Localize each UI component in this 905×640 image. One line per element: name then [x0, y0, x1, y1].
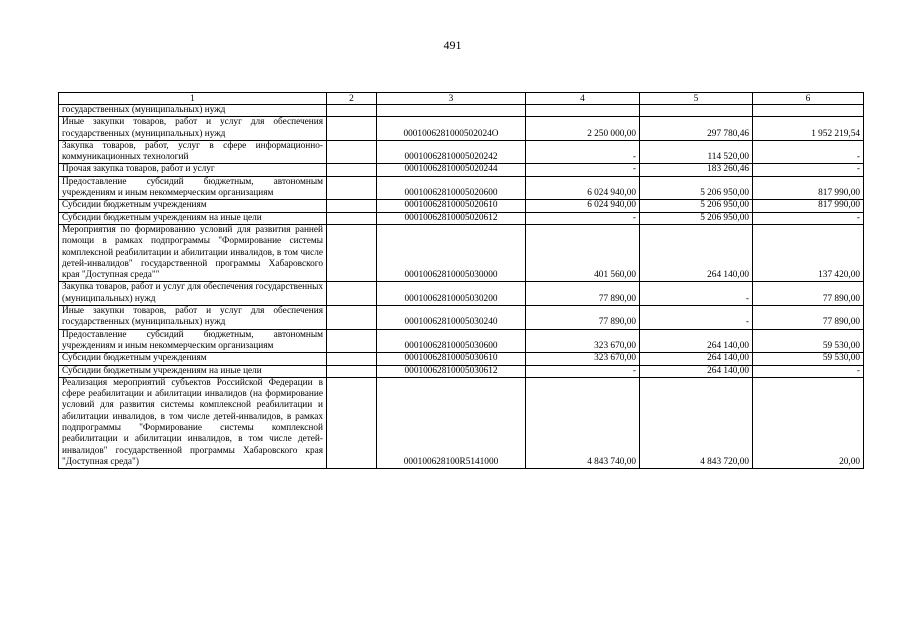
row-name-cell: Мероприятия по формированию условий для развития ранней помощи в рамках подпрограммы "Формирование системы комплексной реабилитации и абилитации инвалидов, в том числе детей-инвалидов" государственной программы Хабаровского края "Доступная среда""	[59, 224, 327, 281]
row-amount-fact-cell: 183 260,46	[640, 164, 753, 176]
table-row	[59, 105, 864, 117]
row-amount-plan-cell: -	[526, 164, 640, 176]
table-row	[59, 212, 864, 224]
row-code-cell: 00010062810005020244	[377, 164, 526, 176]
row-amount-plan-cell: 323 670,00	[526, 329, 640, 353]
row-amount-fact-cell: 4 843 720,00	[640, 377, 753, 468]
row-amount-plan-cell	[526, 105, 640, 117]
page-number: 491	[443, 38, 462, 52]
row-name-cell: Субсидии бюджетным учреждениям на иные цели	[59, 365, 327, 377]
row-amount-fact-cell: 114 520,00	[640, 140, 753, 164]
row-code-cell: 0001006281000502024О	[377, 117, 526, 141]
column-header: 6	[753, 93, 864, 105]
row-amount-rest-cell: 817 990,00	[753, 200, 864, 212]
row-name-cell: Предоставление субсидий бюджетным, автономным учреждениям и иным некоммерческим организациям	[59, 329, 327, 353]
row-code-cell: 000100628100R5141000	[377, 377, 526, 468]
table-row	[59, 200, 864, 212]
row-amount-rest-cell: 137 420,00	[753, 224, 864, 281]
row-code-cell: 00010062810005020242	[377, 140, 526, 164]
table-row	[59, 224, 864, 281]
row-name-cell: Закупка товаров, работ, услуг в сфере информационно-коммуникационных технологий	[59, 140, 327, 164]
row-name-cell: Субсидии бюджетным учреждениям на иные цели	[59, 212, 327, 224]
row-name-cell: государственных (муниципальных) нужд	[59, 105, 327, 117]
budget-table	[58, 92, 864, 469]
table-row	[59, 365, 864, 377]
row-code-cell: 00010062810005030612	[377, 365, 526, 377]
table-row	[59, 329, 864, 353]
row-amount-rest-cell: 817 990,00	[753, 176, 864, 200]
row-col2-cell	[327, 365, 377, 377]
row-amount-plan-cell: 323 670,00	[526, 353, 640, 365]
row-code-cell: 00010062810005030600	[377, 329, 526, 353]
row-amount-plan-cell: -	[526, 365, 640, 377]
row-col2-cell	[327, 353, 377, 365]
row-col2-cell	[327, 105, 377, 117]
row-code-cell: 00010062810005030610	[377, 353, 526, 365]
row-name-cell: Иные закупки товаров, работ и услуг для обеспечения государственных (муниципальных) нужд	[59, 117, 327, 141]
row-col2-cell	[327, 164, 377, 176]
table-row	[59, 306, 864, 330]
row-amount-plan-cell: -	[526, 212, 640, 224]
row-code-cell: 00010062810005020612	[377, 212, 526, 224]
row-amount-fact-cell: 5 206 950,00	[640, 212, 753, 224]
row-amount-rest-cell	[753, 105, 864, 117]
column-header-row	[59, 93, 864, 105]
row-amount-plan-cell: 401 560,00	[526, 224, 640, 281]
row-amount-fact-cell: -	[640, 306, 753, 330]
table-row	[59, 117, 864, 141]
row-col2-cell	[327, 224, 377, 281]
column-header: 5	[640, 93, 753, 105]
row-col2-cell	[327, 176, 377, 200]
row-col2-cell	[327, 117, 377, 141]
row-code-cell: 00010062810005020600	[377, 176, 526, 200]
row-amount-rest-cell: 59 530,00	[753, 329, 864, 353]
row-amount-rest-cell: -	[753, 212, 864, 224]
row-code-cell: 00010062810005020610	[377, 200, 526, 212]
row-name-cell: Иные закупки товаров, работ и услуг для обеспечения государственных (муниципальных) нужд	[59, 306, 327, 330]
row-amount-rest-cell: -	[753, 140, 864, 164]
row-col2-cell	[327, 377, 377, 468]
row-col2-cell	[327, 140, 377, 164]
row-name-cell: Закупка товаров, работ и услуг для обеспечения государственных (муниципальных) нужд	[59, 282, 327, 306]
row-col2-cell	[327, 306, 377, 330]
row-code-cell: 00010062810005030200	[377, 282, 526, 306]
row-amount-fact-cell	[640, 105, 753, 117]
column-header: 3	[377, 93, 526, 105]
row-name-cell: Предоставление субсидий бюджетным, автономным учреждениям и иным некоммерческим организациям	[59, 176, 327, 200]
row-amount-fact-cell: 297 780,46	[640, 117, 753, 141]
row-amount-rest-cell: 77 890,00	[753, 306, 864, 330]
column-header: 1	[59, 93, 327, 105]
row-amount-fact-cell: 264 140,00	[640, 224, 753, 281]
column-header: 4	[526, 93, 640, 105]
row-name-cell: Реализация мероприятий субъектов Российской Федерации в сфере реабилитации и абилитации инвалидов (на формирование условий для развития системы комплексной реабилитации и абилитации инвалидов, в том числе детей-инвалидов, в рамках подпрограммы "Формирование системы комплексной реабилитации и абилитации инвалидов, в том числе детей-инвалидов" государственной программы Хабаровского края "Доступная среда")	[59, 377, 327, 468]
row-code-cell	[377, 105, 526, 117]
row-amount-plan-cell: 77 890,00	[526, 306, 640, 330]
row-name-cell: Субсидии бюджетным учреждениям	[59, 353, 327, 365]
row-amount-rest-cell: 1 952 219,54	[753, 117, 864, 141]
row-amount-plan-cell: 6 024 940,00	[526, 176, 640, 200]
row-amount-plan-cell: -	[526, 140, 640, 164]
row-amount-fact-cell: 5 206 950,00	[640, 200, 753, 212]
table-row	[59, 282, 864, 306]
row-amount-fact-cell: 264 140,00	[640, 353, 753, 365]
row-col2-cell	[327, 329, 377, 353]
table-row	[59, 140, 864, 164]
row-amount-plan-cell: 77 890,00	[526, 282, 640, 306]
row-amount-plan-cell: 6 024 940,00	[526, 200, 640, 212]
row-name-cell: Прочая закупка товаров, работ и услуг	[59, 164, 327, 176]
table-row	[59, 176, 864, 200]
row-col2-cell	[327, 282, 377, 306]
row-code-cell: 00010062810005030000	[377, 224, 526, 281]
table-row	[59, 377, 864, 468]
row-amount-rest-cell: 59 530,00	[753, 353, 864, 365]
table-row	[59, 164, 864, 176]
column-header: 2	[327, 93, 377, 105]
row-amount-rest-cell: 20,00	[753, 377, 864, 468]
table-row	[59, 353, 864, 365]
row-amount-fact-cell: 264 140,00	[640, 329, 753, 353]
row-amount-fact-cell: -	[640, 282, 753, 306]
row-name-cell: Субсидии бюджетным учреждениям	[59, 200, 327, 212]
row-amount-rest-cell: -	[753, 365, 864, 377]
row-col2-cell	[327, 212, 377, 224]
row-amount-plan-cell: 2 250 000,00	[526, 117, 640, 141]
row-amount-rest-cell: -	[753, 164, 864, 176]
row-amount-plan-cell: 4 843 740,00	[526, 377, 640, 468]
row-amount-fact-cell: 264 140,00	[640, 365, 753, 377]
row-col2-cell	[327, 200, 377, 212]
row-code-cell: 00010062810005030240	[377, 306, 526, 330]
row-amount-fact-cell: 5 206 950,00	[640, 176, 753, 200]
row-amount-rest-cell: 77 890,00	[753, 282, 864, 306]
